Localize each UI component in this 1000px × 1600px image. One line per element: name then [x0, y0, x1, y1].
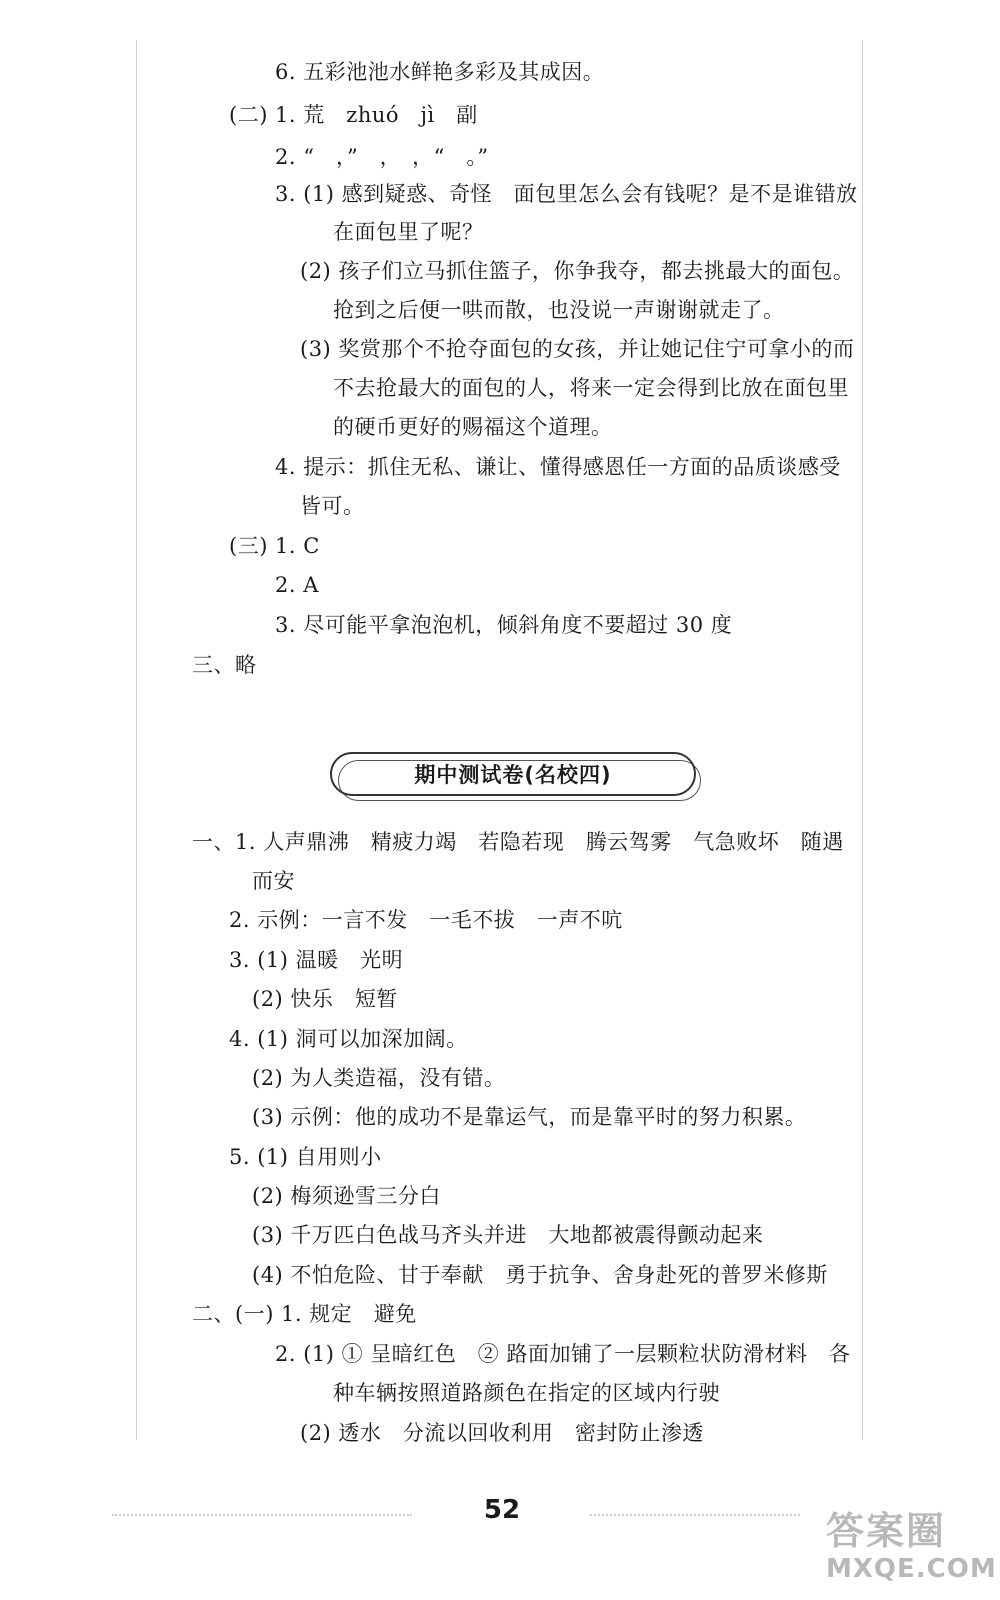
answer-line: 一、1. 人声鼎沸 精疲力竭 若隐若现 腾云驾雾 气急败坏 随遇	[192, 830, 844, 854]
answer-line: 的硬币更好的赐福这个道理。	[333, 415, 613, 439]
footer-decoration-right	[590, 1514, 800, 1516]
answer-line: 2. (1) ① 呈暗红色 ② 路面加铺了一层颗粒状防滑材料 各	[275, 1342, 851, 1366]
answer-line: 不去抢最大的面包的人，将来一定会得到比放在面包里	[333, 376, 849, 400]
answer-line: (2) 为人类造福，没有错。	[252, 1066, 506, 1090]
section-title: 期中测试卷(名校四)	[414, 763, 612, 787]
answer-line: (2) 梅须逊雪三分白	[252, 1184, 441, 1208]
answer-line: 二、(一) 1. 规定 避免	[192, 1302, 417, 1326]
answer-line: 4. (1) 洞可以加深加阔。	[229, 1027, 468, 1051]
answer-line: 抢到之后便一哄而散，也没说一声谢谢就走了。	[333, 298, 785, 322]
answer-line: 在面包里了呢？	[333, 220, 484, 244]
answer-line: 2. 示例：一言不发 一毛不拔 一声不吭	[229, 908, 623, 932]
answer-line: 4. 提示：抓住无私、谦让、懂得感恩任一方面的品质谈感受	[275, 455, 841, 479]
answer-line: (二) 1. 荒 zhuó jì 副	[229, 103, 478, 127]
answer-line: (2) 孩子们立马抓住篮子，你争我夺，都去挑最大的面包。	[300, 259, 855, 283]
footer-decoration-left	[112, 1514, 412, 1516]
answer-line: (3) 千万匹白色战马齐头并进 大地都被震得颤动起来	[252, 1223, 764, 1247]
answer-line: (三) 1. C	[229, 534, 320, 558]
answer-line: 5. (1) 自用则小	[229, 1145, 382, 1169]
answer-line: 皆可。	[300, 494, 365, 518]
answer-line: 6. 五彩池池水鲜艳多彩及其成因。	[275, 60, 605, 84]
page-number: 52	[483, 1495, 521, 1525]
section-title-box	[330, 752, 696, 796]
answer-line: (2) 透水 分流以回收利用 密封防止渗透	[300, 1421, 704, 1445]
answer-line: 3. (1) 温暖 光明	[229, 948, 404, 972]
answer-line: 3. (1) 感到疑惑、奇怪 面包里怎么会有钱呢？是不是谁错放	[275, 182, 858, 206]
answer-line: (3) 奖赏那个不抢夺面包的女孩，并让她记住宁可拿小的而	[300, 337, 855, 361]
watermark-main-text: 答案圈	[826, 1509, 947, 1553]
answer-line: 2. “ ，” ， ，“ 。”	[275, 145, 489, 169]
answer-line: (2) 快乐 短暂	[252, 987, 398, 1011]
left-margin-rule	[136, 40, 137, 1440]
watermark-sub-text: MXQE.COM	[826, 1554, 997, 1584]
answer-line: 2. A	[275, 573, 319, 597]
answer-line: (4) 不怕危险、甘于奉献 勇于抗争、舍身赴死的普罗米修斯	[252, 1263, 828, 1287]
right-margin-rule	[862, 40, 863, 1440]
answer-line: 3. 尽可能平拿泡泡机，倾斜角度不要超过 30 度	[275, 613, 733, 637]
answer-line: 三、略	[192, 653, 257, 677]
watermark-logo	[826, 1500, 997, 1596]
answer-line: 种车辆按照道路颜色在指定的区域内行驶	[333, 1381, 720, 1405]
answer-line: (3) 示例：他的成功不是靠运气，而是靠平时的努力积累。	[252, 1105, 807, 1129]
answer-line: 而安	[252, 869, 295, 893]
